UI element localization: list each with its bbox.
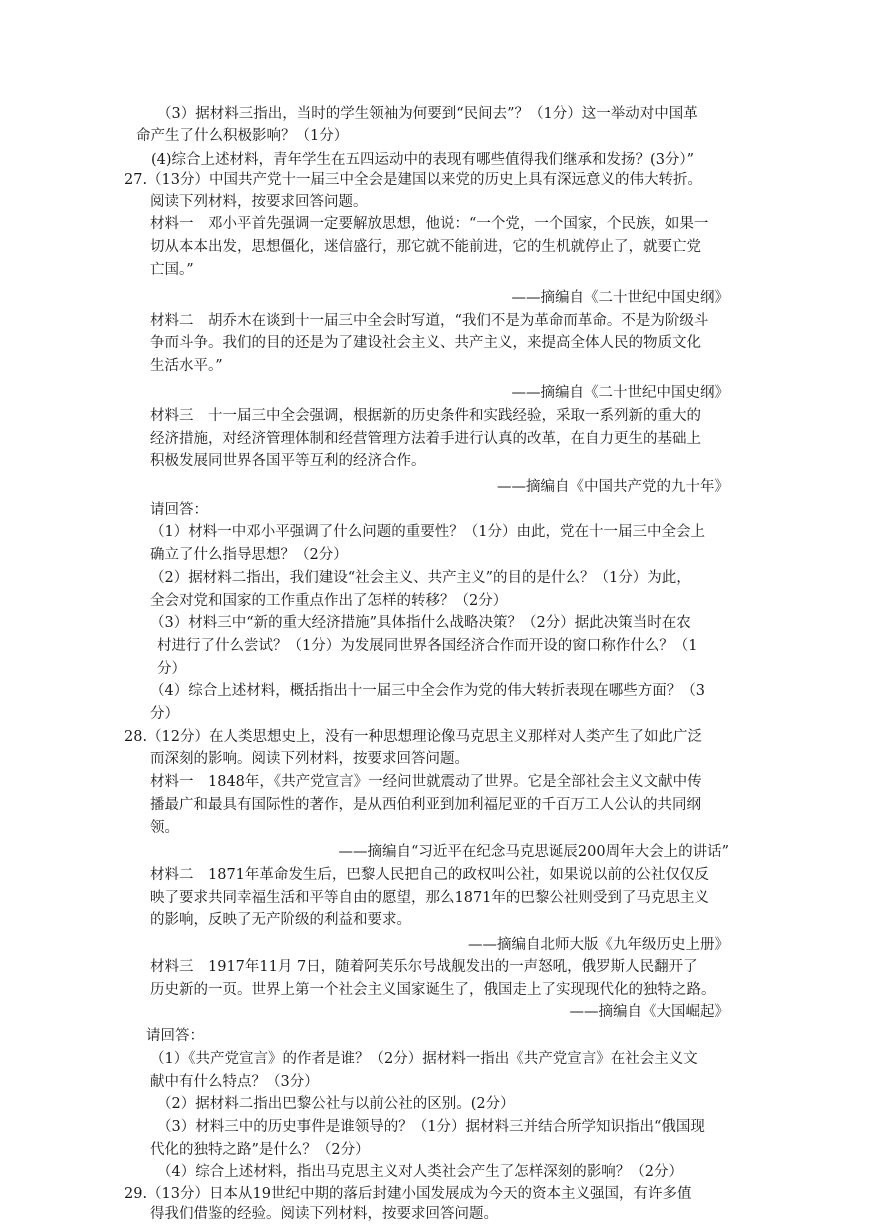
q27-2-line2: 全会对党和国家的工作重点作出了怎样的转移？（2分）	[150, 593, 508, 609]
q28-intro-line1: 28.（12分）在人类思想史上，没有一种思想理论像马克思主义那样对人类产生了如此广泛	[124, 729, 703, 745]
q29-intro-line2: 得我们借鉴的经验。阅读下列材料，按要求回答问题。	[150, 1206, 498, 1222]
q27-1-line1: （1）材料一中邓小平强调了什么问题的重要性？（1分）由此，党在十一届三中全会上	[150, 524, 705, 540]
q28-material1-line2: 播最广和最具有国际性的著作，是从西伯利亚到加利福尼亚的千百万工人公认的共同纲	[150, 797, 701, 813]
q28-material2-line3: 的影响，反映了无产阶级的利益和要求。	[150, 912, 411, 928]
q27-material3-line2: 经济措施，对经济管理体制和经营管理方法着手进行认真的改革，在自力更生的基础上	[150, 431, 701, 447]
q28-intro-line2: 而深刻的影响。阅读下列材料，按要求回答问题。	[150, 751, 469, 767]
q26-4-line: (4)综合上述材料，青年学生在五四运动中的表现有哪些值得我们继承和发扬？(3分）”	[151, 152, 695, 168]
q27-material2-line2: 争而斗争。我们的目的还是为了建设社会主义、共产主义，来提高全体人民的物质文化	[150, 335, 701, 351]
q27-material1-source: ——摘编自《二十世纪中国史纲》	[511, 290, 729, 306]
q27-material2-line1: 材料二 胡乔木在谈到十一届三中全会时写道，“我们不是为革命而革命。不是为阶级斗	[150, 313, 709, 329]
q28-1-line1: （1）《共产党宣言》的作者是谁？（2分）据材料一指出《共产党宣言》在社会主义文	[150, 1051, 698, 1067]
q26-3-line2: 命产生了什么积极影响？（1分）	[136, 128, 349, 144]
q27-1-line2: 确立了什么指导思想？（2分）	[150, 547, 348, 563]
q28-material1-source: ——摘编自“习近平在纪念马克思诞辰200周年大会上的讲话”	[338, 844, 729, 860]
q27-material2-line3: 生活水平。”	[150, 358, 223, 374]
q27-4-line2: 分）	[150, 706, 179, 722]
q26-3-line1: （3）据材料三指出，当时的学生领袖为何要到“民间去”？（1分）这一举动对中国革	[157, 106, 698, 122]
q28-material3-line1: 材料三 1917年11月 7日，随着阿芙乐尔号战舰发出的一声怒吼，俄罗斯人民翻开了	[150, 959, 698, 975]
q27-3-line2: 村进行了什么尝试？（1分）为发展同世界各国经济合作而开设的窗口称作什么？（1	[157, 638, 698, 654]
q27-material1-line1: 材料一 邓小平首先强调一定要解放思想，他说：“一个党，一个国家，个民族，如果一	[150, 216, 709, 232]
q27-material3-line3: 积极发展同世界各国平等互利的经济合作。	[150, 453, 426, 469]
q28-3-line2: 代化的独特之路”是什么？（2分）	[150, 1142, 370, 1158]
q27-material1-line2: 切从本本出发，思想僵化，迷信盛行，那它就不能前进，它的生机就停止了，就要亡党	[150, 239, 701, 255]
q28-material1-line1: 材料一 1848年，《共产党宣言》一经问世就震动了世界。它是全部社会主义文献中传	[150, 774, 702, 790]
q27-intro-line1: 27.（13分）中国共产党十一届三中全会是建国以来党的历史上具有深远意义的伟大转折。	[124, 172, 703, 188]
q28-3-line1: （3）材料三中的历史事件是谁领导的？（1分）据材料三并结合所学知识指出“俄国现	[157, 1119, 705, 1135]
q28-material2-line2: 映了要求共同幸福生活和平等自由的愿望，那么1871年的巴黎公社则受到了马克思主义	[150, 890, 709, 906]
q28-1-line2: 献中有什么特点？（3分）	[150, 1074, 319, 1090]
q27-3-line1: （3）材料三中“新的重大经济措施”具体指什么战略决策？（2分）据此决策当时在农	[150, 615, 691, 631]
q27-3-line3: 分）	[157, 661, 186, 677]
q28-2-line: （2）据材料二指出巴黎公社与以前公社的区别。(2分）	[157, 1096, 515, 1112]
q28-4-line: （4）综合上述材料，指出马克思主义对人类社会产生了怎样深刻的影响？（2分）	[157, 1164, 683, 1180]
q28-material2-source: ——摘编自北师大版《九年级历史上册》	[468, 937, 729, 953]
q27-material1-line3: 亡国。”	[150, 262, 194, 278]
q27-material3-line1: 材料三 十一届三中全会强调，根据新的历史条件和实践经验，采取一系列新的重大的	[150, 408, 701, 424]
q27-intro-line2: 阅读下列材料，按要求回答问题。	[150, 194, 368, 210]
q29-intro-line1: 29.（13分）日本从19世纪中期的落后封建小国发展成为今天的资本主义强国，有许多值	[124, 1186, 692, 1202]
q28-material3-line2: 历史新的一页。世界上第一个社会主义国家诞生了，俄国走上了实现现代化的独特之路。	[150, 982, 716, 998]
q27-please-answer: 请回答：	[150, 502, 208, 518]
q28-material3-source: ——摘编自《大国崛起》	[569, 1004, 729, 1020]
q28-please-answer: 请回答：	[146, 1028, 204, 1044]
q27-material3-source: ——摘编自《中国共产党的九十年》	[497, 479, 729, 495]
q27-4-line1: （4）综合上述材料，概括指出十一届三中全会作为党的伟大转折表现在哪些方面？（3	[150, 683, 705, 699]
q28-material2-line1: 材料二 1871年革命发生后，巴黎人民把自己的政权叫公社，如果说以前的公社仅仅反	[150, 867, 709, 883]
q28-material1-line3: 领。	[150, 820, 179, 836]
q27-material2-source: ——摘编自《二十世纪中国史纲》	[511, 385, 729, 401]
q27-2-line1: （2）据材料二指出，我们建设“社会主义、共产主义”的目的是什么？（1分）为此，	[150, 570, 691, 586]
